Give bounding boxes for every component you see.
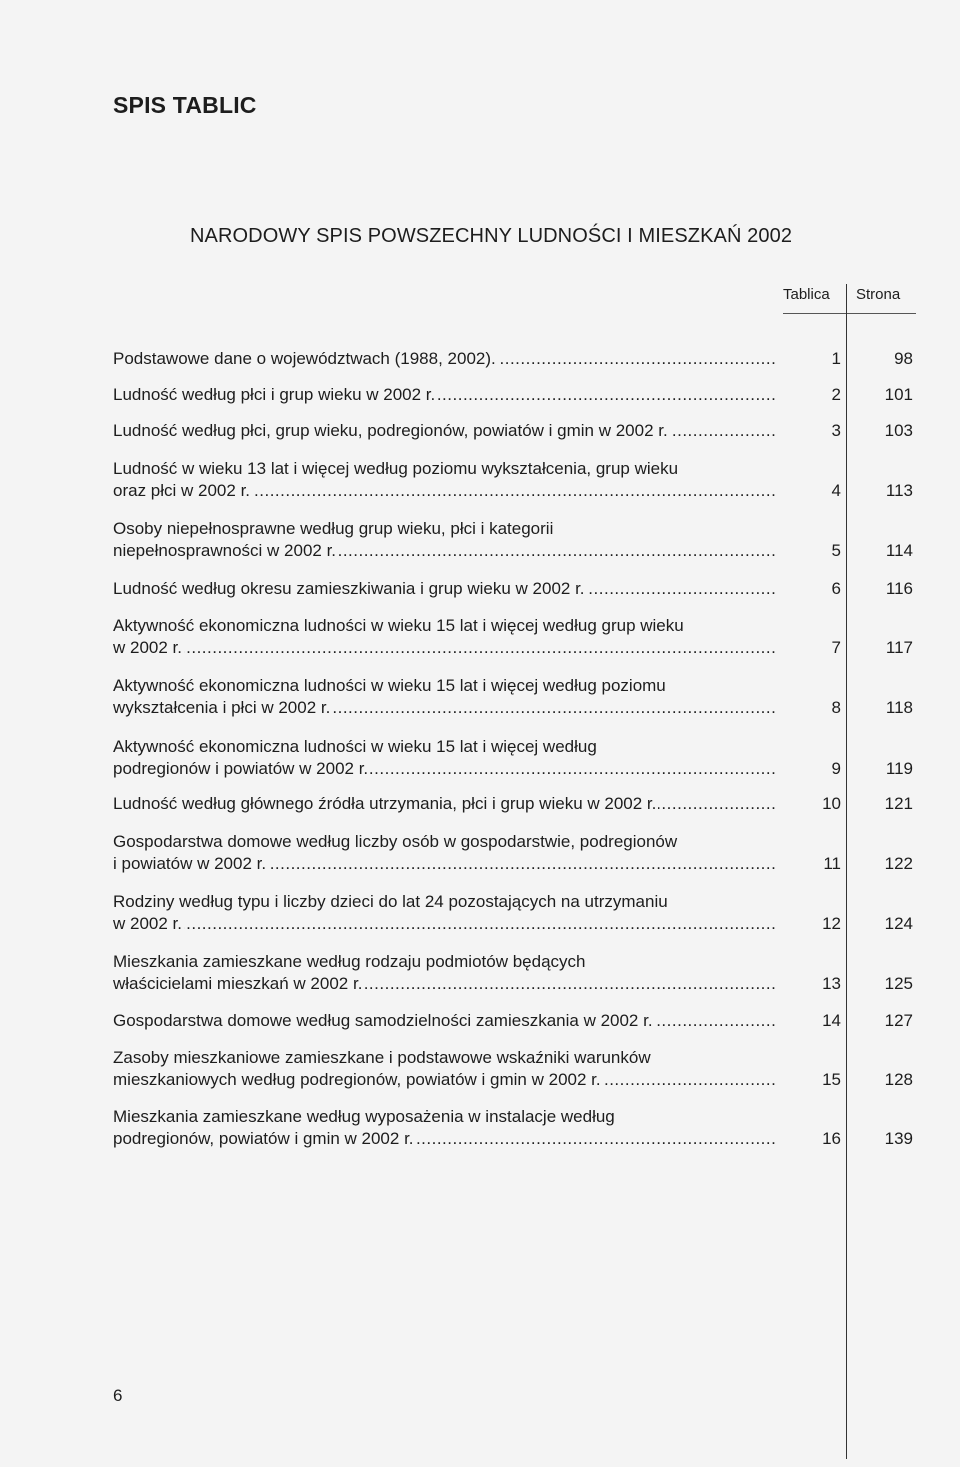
table-number: 3 <box>831 421 841 440</box>
toc-entry <box>113 458 913 502</box>
table-number: 14 <box>822 1011 841 1030</box>
toc-entry <box>113 736 913 780</box>
toc-entry <box>113 1106 913 1150</box>
table-number: 2 <box>831 385 841 404</box>
table-number: 11 <box>823 854 841 873</box>
entry-title-line: Gospodarstwa domowe według liczby osób w gospodarstwie, podregionów <box>113 832 678 851</box>
column-header-strona: Strona <box>856 286 901 303</box>
toc-entry <box>113 793 913 815</box>
toc-entry <box>113 420 913 442</box>
entry-title-line: Mieszkania zamieszkane według rodzaju podmiotów będących <box>113 952 586 971</box>
entry-title-text: oraz płci w 2002 r. <box>113 481 251 500</box>
page-reference: 124 <box>884 914 913 933</box>
entry-title-last-line <box>113 853 775 875</box>
toc-entry <box>113 891 913 935</box>
toc-entry <box>113 348 913 370</box>
entry-title-text: w 2002 r. <box>113 914 182 933</box>
entry-title-text: w 2002 r. <box>113 638 182 657</box>
entry-title-line: Mieszkania zamieszkane według wyposażenia w instalacje według <box>113 1107 615 1126</box>
page-reference: 117 <box>885 638 913 657</box>
column-header-tablica: Tablica <box>783 286 830 303</box>
page-reference: 122 <box>884 854 913 873</box>
entry-title-line: Osoby niepełnosprawne według grup wieku, płci i kategorii <box>113 519 554 538</box>
entry-title-text: Ludność według płci, grup wieku, podregionów, powiatów i gmin w 2002 r. <box>113 421 668 440</box>
page-reference: 113 <box>885 481 913 500</box>
entry-title-last-line <box>113 973 775 995</box>
table-number: 8 <box>831 698 841 717</box>
page-reference: 114 <box>885 541 913 560</box>
entry-title-last-line <box>113 480 775 502</box>
page-title: SPIS TABLIC <box>113 92 257 118</box>
entry-title-text: mieszkaniowych według podregionów, powiatów i gmin w 2002 r. <box>113 1070 601 1089</box>
page-reference: 116 <box>885 579 913 598</box>
entry-title-line: Zasoby mieszkaniowe zamieszkane i podstawowe wskaźniki warunków <box>113 1048 651 1067</box>
page-reference: 101 <box>884 385 913 404</box>
table-number: 6 <box>831 579 841 598</box>
dot-leader <box>113 637 775 659</box>
entry-title-line: Aktywność ekonomiczna ludności w wieku 15 lat i więcej według <box>113 737 597 756</box>
table-number: 4 <box>831 481 841 500</box>
entry-title-last-line <box>113 913 775 935</box>
entry-title-last-line <box>113 758 775 780</box>
page-reference: 118 <box>885 698 913 717</box>
entry-title-line: Aktywność ekonomiczna ludności w wieku 15 lat i więcej według poziomu <box>113 676 666 695</box>
entry-title-last-line <box>113 1010 775 1032</box>
page-reference: 139 <box>884 1129 913 1148</box>
entry-title-text: wykształcenia i płci w 2002 r. <box>113 698 331 717</box>
entry-title-last-line <box>113 1128 775 1150</box>
page-reference: 127 <box>884 1011 913 1030</box>
entry-title-line: Rodziny według typu i liczby dzieci do lat 24 pozostających na utrzymaniu <box>113 892 668 911</box>
entry-title-text: Ludność według głównego źródła utrzymania, płci i grup wieku w 2002 r. <box>113 794 657 813</box>
entry-title-text: i powiatów w 2002 r. <box>113 854 267 873</box>
table-number: 5 <box>831 541 841 560</box>
entry-title-text: podregionów i powiatów w 2002 r. <box>113 759 369 778</box>
table-number: 15 <box>822 1070 841 1089</box>
toc-entry <box>113 518 913 562</box>
table-number: 9 <box>831 759 841 778</box>
table-number: 7 <box>831 638 841 657</box>
entry-title-last-line <box>113 348 775 370</box>
table-number: 16 <box>822 1129 841 1148</box>
entry-title-last-line <box>113 384 775 406</box>
page-reference: 128 <box>884 1070 913 1089</box>
table-number: 10 <box>822 794 841 813</box>
entry-title-last-line <box>113 637 775 659</box>
entry-title-line: Aktywność ekonomiczna ludności w wieku 15 lat i więcej według grup wieku <box>113 616 684 635</box>
toc-entry <box>113 384 913 406</box>
toc-entry <box>113 615 913 659</box>
entry-title-line: Ludność w wieku 13 lat i więcej według poziomu wykształcenia, grup wieku <box>113 459 679 478</box>
entry-title-text: niepełnosprawności w 2002 r. <box>113 541 337 560</box>
entry-title-last-line <box>113 540 775 562</box>
page-number: 6 <box>113 1386 123 1405</box>
entry-title-last-line <box>113 793 775 815</box>
entry-title-text: właścicielami mieszkań w 2002 r. <box>113 974 363 993</box>
entry-title-text: Gospodarstwa domowe według samodzielności zamieszkania w 2002 r. <box>113 1011 653 1030</box>
table-number: 13 <box>822 974 841 993</box>
entry-title-last-line <box>113 697 775 719</box>
section-title: NARODOWY SPIS POWSZECHNY LUDNOŚCI I MIESZKAŃ 2002 <box>190 225 793 247</box>
toc-entry <box>113 1010 913 1032</box>
toc-entry <box>113 675 913 719</box>
entry-title-text: Ludność według płci i grup wieku w 2002 r. <box>113 385 436 404</box>
entry-title-text: Podstawowe dane o województwach (1988, 2002). <box>113 349 496 368</box>
toc-entry <box>113 831 913 875</box>
page-reference: 125 <box>884 974 913 993</box>
entry-title-last-line <box>113 420 775 442</box>
table-number: 12 <box>822 914 841 933</box>
entry-title-text: Ludność według okresu zamieszkiwania i grup wieku w 2002 r. <box>113 579 585 598</box>
entry-title-last-line <box>113 578 775 600</box>
page-reference: 121 <box>884 794 913 813</box>
page-reference: 103 <box>884 421 913 440</box>
dot-leader <box>113 913 775 935</box>
page-reference: 98 <box>894 349 913 368</box>
toc-entry <box>113 1047 913 1091</box>
toc-entry <box>113 578 913 600</box>
header-rule <box>783 313 916 314</box>
entry-title-last-line <box>113 1069 775 1091</box>
page-reference: 119 <box>885 759 913 778</box>
toc-entry <box>113 951 913 995</box>
table-number: 1 <box>831 349 841 368</box>
entry-title-text: podregionów, powiatów i gmin w 2002 r. <box>113 1129 414 1148</box>
